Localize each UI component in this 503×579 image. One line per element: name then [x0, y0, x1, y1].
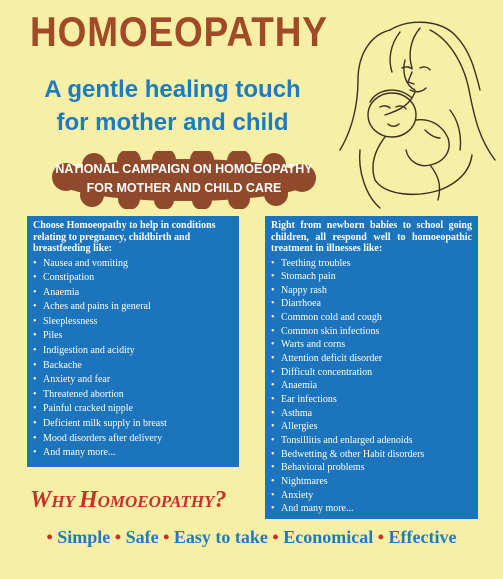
benefit-item: Economical	[283, 527, 374, 547]
benefits-row: • Simple • Safe • Easy to take • Economical • Effective	[46, 527, 457, 547]
subtitle-line-2: for mother and child	[56, 109, 289, 136]
list-item: • Common skin infections	[271, 325, 380, 337]
benefit-item: Safe	[125, 527, 159, 547]
list-item: • Threatened abortion	[33, 388, 124, 400]
list-item: • Ear infections	[271, 394, 337, 406]
list-item: • Anxiety	[271, 489, 314, 501]
benefit-item: Effective	[388, 527, 457, 547]
campaign-line-1: NATIONAL CAMPAIGN ON HOMOEOPATHY	[55, 162, 313, 176]
list-item: • Nausea and vomiting	[33, 257, 128, 269]
list-item: • Warts and corns	[271, 339, 346, 351]
list-item: • Bedwetting & other Habit disorders	[271, 448, 425, 460]
child-illnesses-heading: Right from newborn babies to school going children, all respond well to homoeopathic treatment in illnesses like:	[271, 220, 472, 254]
pregnancy-conditions-box	[27, 216, 239, 467]
why-homoeopathy-heading: WHY HOMOEOPATHY?	[30, 487, 227, 513]
list-item: • Attention deficit disorder	[271, 353, 383, 365]
list-item: • Anaemia	[33, 286, 80, 298]
list-item: • Anxiety and fear	[33, 374, 111, 386]
list-item: • Aches and pains in general	[33, 301, 151, 313]
pregnancy-conditions-heading: Choose Homoeopathy to help in conditions relating to pregnancy, childbirth and breastfeeding like:	[33, 220, 216, 254]
list-item: • And many more...	[33, 447, 116, 459]
list-item: • Stomach pain	[271, 271, 336, 283]
pregnancy-conditions-list	[27, 257, 239, 461]
list-item: • Painful cracked nipple	[33, 403, 133, 415]
list-item: • Diarrhoea	[271, 298, 321, 310]
benefit-item: Easy to take	[173, 527, 268, 547]
child-illnesses-list	[265, 257, 478, 516]
campaign-banner-text	[44, 160, 324, 198]
list-item: • Deficient milk supply in breast	[33, 418, 167, 430]
list-item: • Backache	[33, 359, 82, 371]
list-item: • Sleeplessness	[33, 315, 98, 327]
list-item: • Nightmares	[271, 476, 328, 487]
list-item: • Teething troubles	[271, 257, 351, 269]
campaign-line-2: FOR MOTHER AND CHILD CARE	[86, 181, 282, 195]
list-item: • Piles	[33, 330, 63, 342]
list-item: • Allergies	[271, 421, 318, 433]
list-item: • Nappy rash	[271, 284, 327, 296]
list-item: • Anaemia	[271, 380, 318, 392]
subtitle-line-1: A gentle healing touch	[44, 76, 301, 103]
list-item: • Mood disorders after delivery	[33, 432, 163, 444]
list-item: • And many more...	[271, 503, 354, 515]
list-item: • Common cold and cough	[271, 312, 382, 324]
page-title: HOMOEOPATHY	[30, 8, 328, 55]
list-item: • Tonsillitis and enlarged adenoids	[271, 435, 413, 447]
list-item: • Behavioral problems	[271, 462, 365, 474]
list-item: • Difficult concentration	[271, 366, 373, 378]
benefit-item: Simple	[57, 527, 111, 547]
list-item: • Indigestion and acidity	[33, 345, 135, 357]
mother-and-child-illustration	[330, 10, 500, 210]
child-illnesses-box	[265, 216, 478, 519]
list-item: • Constipation	[33, 272, 95, 284]
list-item: • Asthma	[271, 407, 313, 419]
